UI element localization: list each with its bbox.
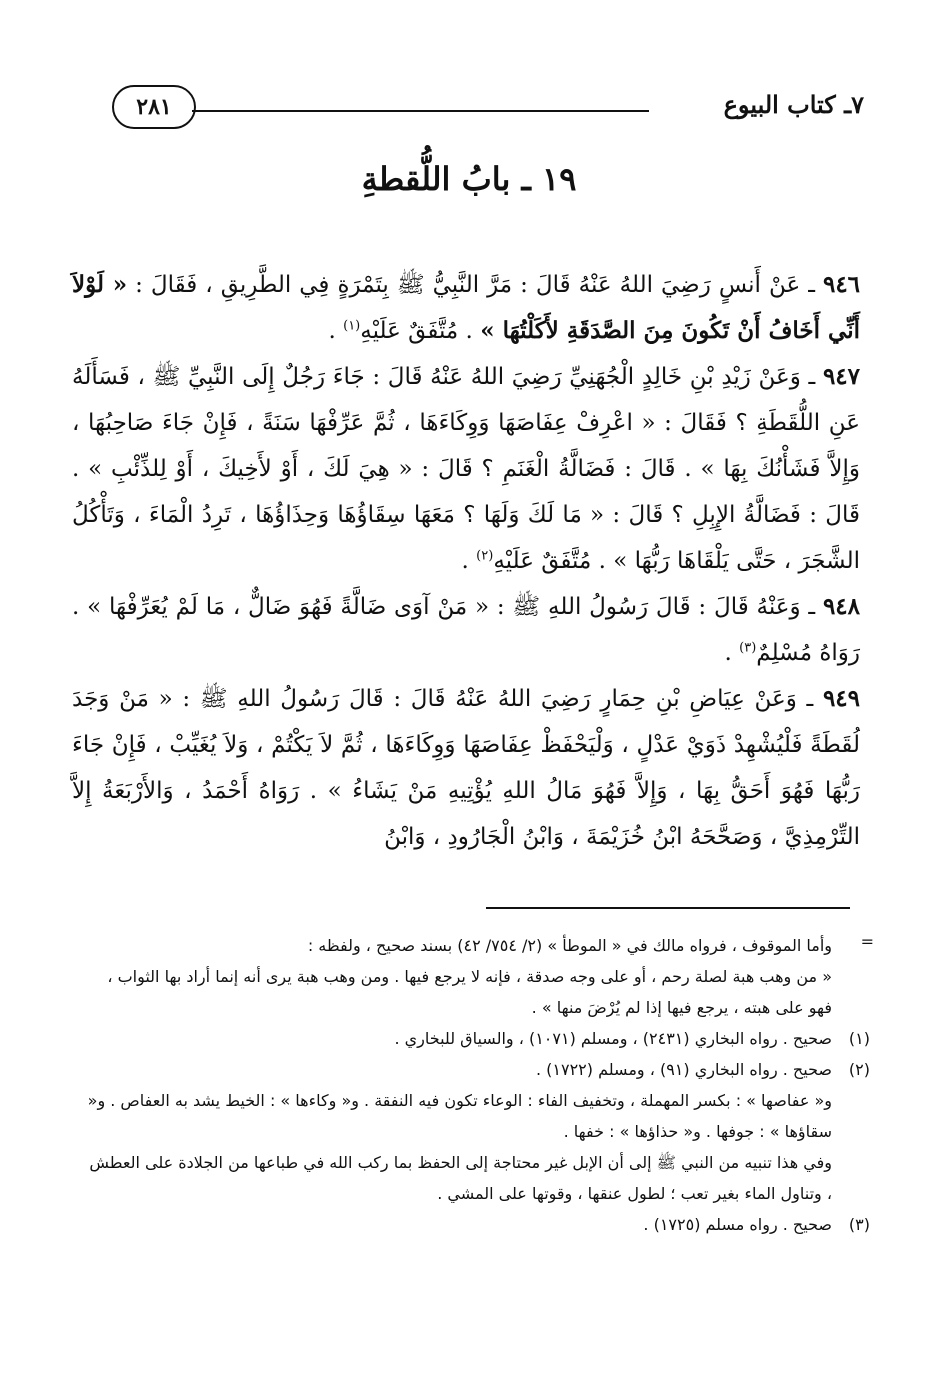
header-rule xyxy=(192,110,649,112)
hadith-number: ٩٤٦ xyxy=(822,271,861,298)
footnote-marker: (٢) xyxy=(848,1060,870,1079)
footnote-text: وفي هذا تنبيه من النبي ﷺ إلى أن الإبل غير محتاجة إلى الحفظ بما ركب الله في طباعها من الجلادة على العطش ، وتناول الماء بغير تعب ؛ لطول عنقها ، وقوتها على المشي . xyxy=(89,1153,832,1203)
running-title: ٧ـ كتاب البيوع xyxy=(723,90,864,119)
hadith-number: ٩٤٧ xyxy=(822,363,860,390)
hadith-quote: « لَوْلاَ أَنِّي أَخَافُ أَنْ تَكُونَ مِنَ الصَّدَقَةِ لأَكَلْتُهَا » xyxy=(72,271,860,344)
hadith-end: . xyxy=(724,640,740,666)
footnote-separator xyxy=(486,907,850,909)
hadith-949 xyxy=(72,676,860,860)
hadith-text: ـ وَعَنْهُ قَالَ : قَالَ رَسُولُ اللهِ ﷺ : « مَنْ آوَى ضَالَّةً فَهُوَ ضَالٌّ ، مَا لَمْ يُعَرِّفْهَا » . رَوَاهُ مُسْلِمٌ xyxy=(72,594,860,666)
footnote-continuation-line: « من وهب هبة لصلة رحم ، أو على وجه صدقة ، فإنه لا يرجع فيها . ومن وهب هبة يرى أنه إنما أراد بها الثواب ، فهو على هبته ، يرجع فيها إذا لم يُرْضَ منها » . xyxy=(107,967,832,1017)
hadith-number: ٩٤٩ xyxy=(822,685,860,712)
footnote-3 xyxy=(82,1209,870,1240)
hadith-text: ـ وَعَنْ زَيْدِ بْنِ خَالِدٍ الْجُهَنِيِّ رَضِيَ اللهُ عَنْهُ قَالَ : جَاءَ رَجُلٌ إِلَى النَّبِيِّ ﷺ ، فَسَأَلَهُ عَنِ اللُّقَطَةِ ؟ فَقَالَ : « اعْرِفْ عِفَاصَهَا وَوِكَاءَهَا ، ثُمَّ عَرِّفْهَا سَنَةً ، فَإِنْ جَاءَ صَاحِبُهَا ، وَإِلاَّ فَشَأْنُكَ بِهَا » . قَالَ : فَضَالَّةُ الْغَنَمِ ؟ قَالَ : « هِيَ لَكَ ، أَوْ لأَخِيكَ ، أَوْ لِلذِّئْبِ » . قَالَ : فَضَالَّةُ الإِبِلِ ؟ قَالَ : « مَا لَكَ وَلَهَا ؟ مَعَهَا سِقَاؤُهَا وَحِذَاؤُهَا ، تَرِدُ الْمَاءَ ، وَتَأْكُلُ الشَّجَرَ ، حَتَّى يَلْقَاهَا رَبُّهَا » . مُتَّفَقٌ عَلَيْهِ xyxy=(72,364,860,574)
footnote-ref: (٣) xyxy=(739,640,757,656)
footnote-marker: (١) xyxy=(848,1029,870,1048)
hadith-intro: ـ عَنْ أَنسٍ رَضِيَ اللهُ عَنْهُ قَالَ : مَرَّ النَّبِيُّ ﷺ بِتَمْرَةٍ فِي الطَّرِيقِ ، فَقَالَ : xyxy=(135,272,815,298)
footnote-ref: (٢) xyxy=(476,548,494,564)
footnote-text: صحيح . رواه البخاري (٢٤٣١) ، ومسلم (١٠٧١) ، والسياق للبخاري . xyxy=(394,1029,832,1048)
main-text xyxy=(72,262,860,860)
continuation-mark: = xyxy=(860,932,874,951)
hadith-closing: . مُتَّفَقٌ عَلَيْهِ xyxy=(360,318,473,344)
hadith-text: ـ وَعَنْ عِيَاضِ بْنِ حِمَارٍ رَضِيَ اللهُ عَنْهُ قَالَ : قَالَ رَسُولُ اللهِ ﷺ : « مَنْ وَجَدَ لُقَطَةً فَلْيُشْهِدْ ذَوَيْ عَدْلٍ ، وَلْيَحْفَظْ عِفَاصَهَا وَوِكَاءَهَا ، ثُمَّ لاَ يَكْتُمْ ، وَلاَ يُغَيِّبْ ، فَإِنْ جَاءَ رَبُّهَا فَهُوَ أَحَقُّ بِهَا ، وَإِلاَّ فَهُوَ مَالُ اللهِ يُؤْتِيهِ مَنْ يَشَاءُ » . رَوَاهُ أَحْمَدُ ، وَالأَرْبَعَةُ إِلاَّ التِّرْمِذِيَّ ، وَصَحَّحَهُ ابْنُ خُزَيْمَةَ ، وَابْنُ الْجَارُودِ ، وَابْنُ xyxy=(72,686,860,850)
footnote-text: صحيح . رواه البخاري (٩١) ، ومسلم (١٧٢٢) . xyxy=(535,1060,832,1079)
footnotes xyxy=(82,930,870,1240)
footnote-2 xyxy=(82,1054,870,1085)
footnote-ref: (١) xyxy=(343,318,361,334)
footnote-1 xyxy=(82,1023,870,1054)
footnote-marker: (٣) xyxy=(848,1215,870,1234)
chapter-title: ١٩ ـ بابُ اللُّقطةِ xyxy=(361,160,577,198)
footnote-text: و« عفاصها » : بكسر المهملة ، وتخفيف الفاء : الوعاء تكون فيه النفقة . و« وكاءها » : الخيط يشد به العفاص . و« سقاؤها » : جوفها . و« حذاؤها » : خفها . xyxy=(87,1091,832,1141)
hadith-947 xyxy=(72,354,860,584)
hadith-end: . xyxy=(328,318,344,344)
footnote-text: صحيح . رواه مسلم (١٧٢٥) . xyxy=(643,1215,832,1234)
footnote-continuation-line: وأما الموقوف ، فرواه مالك في « الموطأ » (٢/ ٧٥٤/ ٤٢) بسند صحيح ، ولفظه : xyxy=(307,936,832,955)
page-header xyxy=(112,82,864,132)
page-number: ٢٨١ xyxy=(112,85,196,129)
hadith-948 xyxy=(72,584,860,676)
hadith-946 xyxy=(72,262,860,354)
hadith-end: . xyxy=(461,548,477,574)
hadith-number: ٩٤٨ xyxy=(822,593,861,620)
